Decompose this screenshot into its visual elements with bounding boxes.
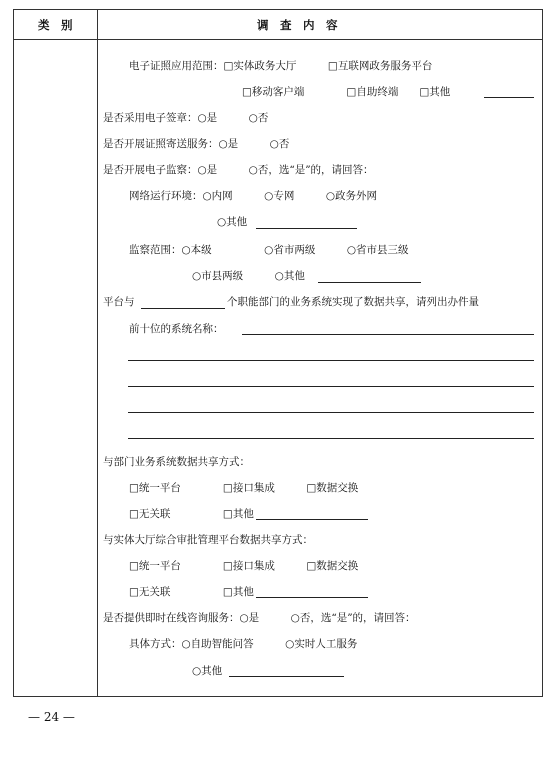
blank-systems-1[interactable] [242,334,534,335]
line-hall-share-options-2: □无关联 □其他 [129,586,254,598]
table-header [14,10,542,40]
line-dept-share-options-2: □无关联 □其他 [129,508,254,520]
survey-table [13,9,543,697]
line-network-env: 网络运行环境：○内网 ○专网 ○政务外网 [129,190,377,202]
blank-systems-4[interactable] [128,412,534,413]
line-dept-share-options: □统一平台 □接口集成 □数据交换 [129,482,359,494]
line-ecert-scope-2: □移动客户端 □自助终端 □其他 [242,86,451,98]
blank-systems-3[interactable] [128,386,534,387]
blank-systems-5[interactable] [128,438,534,439]
line-hall-share-options: □统一平台 □接口集成 □数据交换 [129,560,359,572]
line-platform-share-b: 个职能部门的业务系统实现了数据共享，请列出办件量 [227,296,479,308]
line-esignature: 是否采用电子签章：○是 ○否 [103,112,269,124]
line-hall-share-method: 与实体大厅综合审批管理平台数据共享方式： [103,534,313,546]
blank-dept-count[interactable] [141,308,225,309]
line-top10-systems: 前十位的系统名称： [129,323,224,335]
line-supervision-scope-2: ○市县两级 ○其他 [192,270,305,282]
blank-systems-2[interactable] [128,360,534,361]
line-dept-share-method: 与部门业务系统数据共享方式： [103,456,250,468]
line-consult-method: 具体方式：○自助智能问答 ○实时人工服务 [129,638,358,650]
header-content: 调 查 内 容 [257,18,338,32]
line-ecert-scope: 电子证照应用范围：□实体政务大厅 □互联网政务服务平台 [129,60,433,72]
blank-dept-share-other[interactable] [256,519,368,520]
line-e-supervision: 是否开展电子监察：○是 ○否，选“是”的，请回答： [103,164,374,176]
blank-supervision-other[interactable] [318,282,421,283]
blank-consult-other[interactable] [229,676,344,677]
line-consult-other: ○其他 [192,665,223,677]
blank-other-1[interactable] [484,97,534,98]
blank-network-other[interactable] [256,228,357,229]
line-platform-share-a: 平台与 [103,296,135,308]
line-supervision-scope: 监察范围：○本级 ○省市两级 ○省市县三级 [129,244,409,256]
blank-hall-share-other[interactable] [256,597,368,598]
line-mail-service: 是否开展证照寄送服务：○是 ○否 [103,138,290,150]
page-number: — 24 — [28,710,75,724]
line-online-consult: 是否提供即时在线咨询服务：○是 ○否，选“是”的，请回答： [103,612,416,624]
header-category: 类 别 [38,18,73,32]
column-divider [97,10,98,696]
line-network-other: ○其他 [217,216,248,228]
